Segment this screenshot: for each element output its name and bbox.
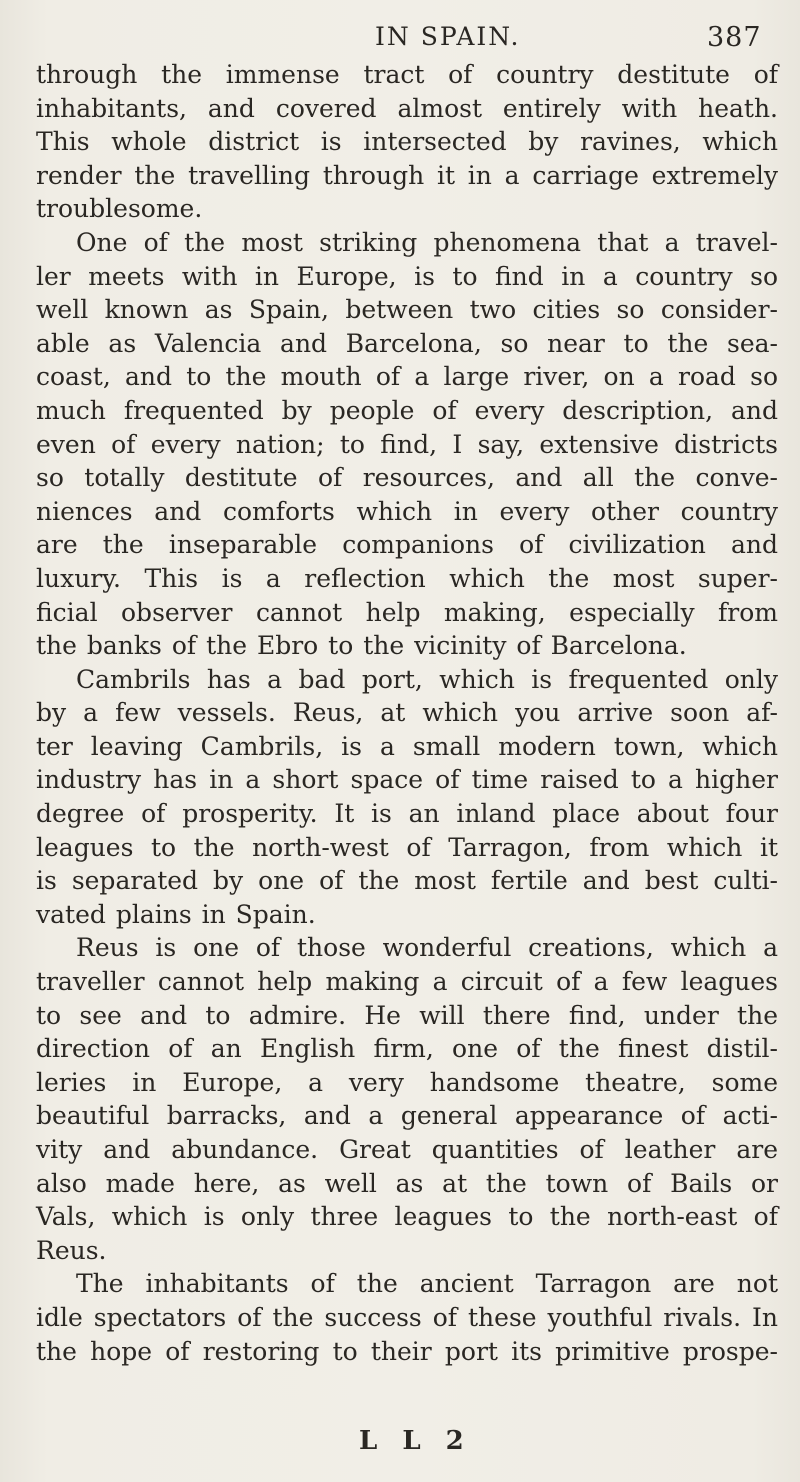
text-line: even of every nation; to find, I say, extensive districts [36,429,778,459]
text-line: is separated by one of the most fertile and best culti- [36,866,778,896]
text-line: vity and abundance. Great quantities of leather are [36,1135,778,1164]
text-line: leagues to the north-west of Tarragon, from which it [36,832,778,862]
text-line: well known as Spain, between two cities so consider- [36,295,778,325]
text-line: Vals, which is only three leagues to the north-east of [36,1202,778,1232]
text-line: idle spectators of the success of these youthful rivals. In [36,1302,778,1332]
text-line: beautiful barracks, and a general appearance of acti- [36,1101,778,1131]
text-line: are the inseparable companions of civilization and [36,530,778,560]
text-line: so totally destitute of resources, and all the conve- [36,463,778,493]
text-line: render the travelling through it in a carriage extremely [36,160,778,190]
text-line: ter leaving Cambrils, is a small modern town, which [36,731,778,761]
page-header [0,22,800,58]
text-line: ler meets with in Europe, is to find in a country so [36,261,778,291]
text-line: also made here, as well as at the town of Bails or [36,1168,778,1198]
text-line: direction of an English firm, one of the finest distil- [36,1034,778,1064]
text-line: the banks of the Ebro to the vicinity of Barcelona. [36,631,687,661]
running-head: IN SPAIN. [375,22,521,51]
text-line: Cambrils has a bad port, which is frequented only [76,664,778,694]
text-line: able as Valencia and Barcelona, so near to the sea- [36,328,778,358]
signature-mark: L L 2 [359,1426,472,1456]
text-line: inhabitants, and covered almost entirely with heath. [36,93,778,123]
text-line: traveller cannot help making a circuit of a few leagues [36,967,778,997]
text-line: to see and to admire. He will there find, under the [36,1000,778,1030]
text-line: This whole district is intersected by ravines, which [36,127,778,157]
text-line: vated plains in Spain. [36,899,316,929]
text-line: niences and comforts which in every other country [36,496,778,526]
text-line: ficial observer cannot help making, especially from [36,597,778,627]
text-line: Reus is one of those wonderful creations, which a [76,933,778,963]
text-line: degree of prosperity. It is an inland place about four [36,799,778,829]
body-text [36,58,778,1368]
page-number: 387 [707,22,762,53]
text-line: by a few vessels. Reus, at which you arrive soon af- [36,698,778,728]
text-line: One of the most striking phenomena that a travel- [76,227,778,257]
text-line: coast, and to the mouth of a large river, on a road so [36,362,778,392]
text-line: the hope of restoring to their port its primitive prospe- [36,1336,778,1366]
text-line: through the immense tract of country destitute of [36,60,778,89]
text-line: The inhabitants of the ancient Tarragon are not [76,1269,778,1299]
text-line: luxury. This is a reflection which the most super- [36,563,778,593]
text-line: troublesome. [36,194,203,224]
text-line: industry has in a short space of time raised to a higher [36,765,778,795]
text-line: much frequented by people of every description, and [36,395,778,425]
text-line: leries in Europe, a very handsome theatre, some [36,1067,778,1097]
text-line: Reus. [36,1235,107,1265]
